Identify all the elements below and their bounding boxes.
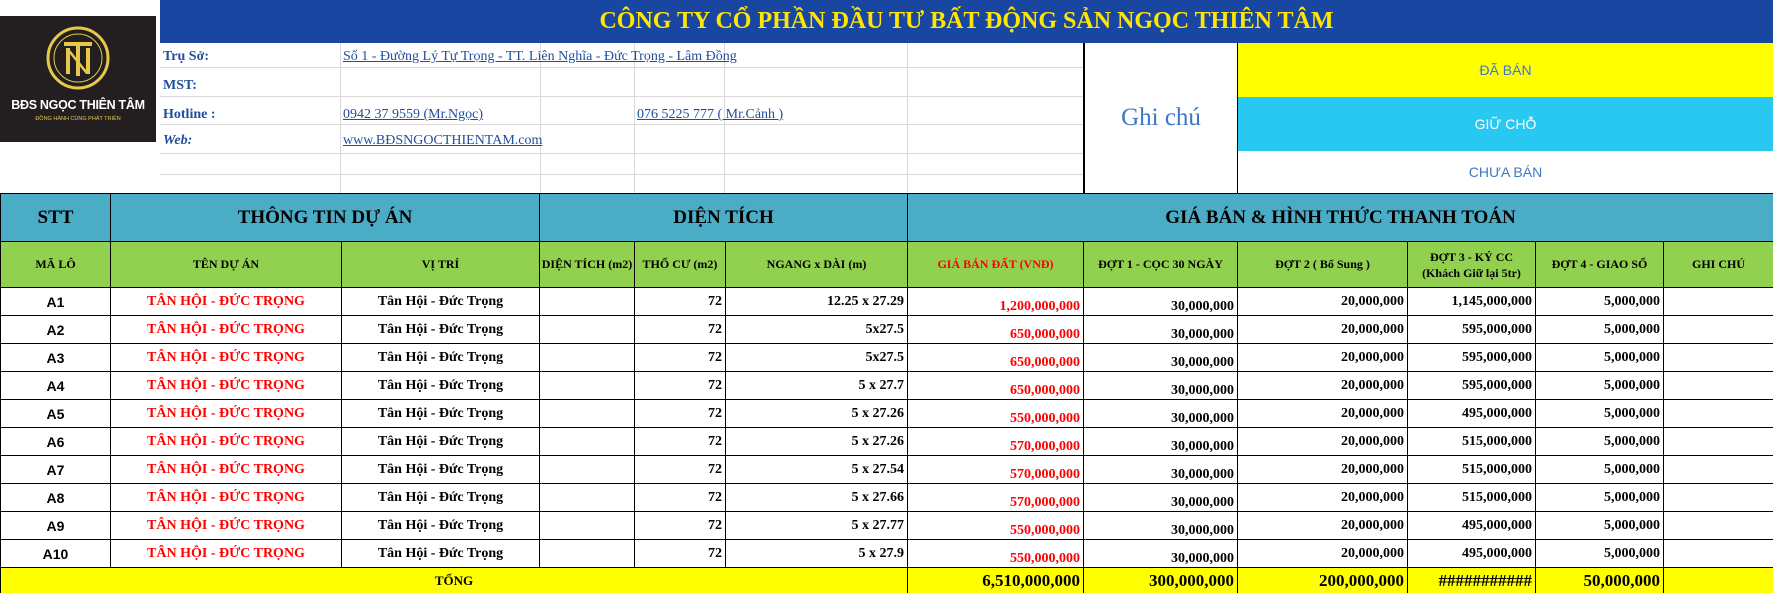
cell-dot-4: 5,000,000 <box>1536 288 1664 316</box>
cell-vi-tri: Tân Hội - Đức Trọng <box>342 456 540 484</box>
table-row <box>1 316 1773 344</box>
total-gia: 6,510,000,000 <box>908 568 1084 593</box>
cell-ten-du-an: TÂN HỘI - ĐỨC TRỌNG <box>111 428 342 456</box>
cell-dot-3: 515,000,000 <box>1408 456 1536 484</box>
cell-vi-tri: Tân Hội - Đức Trọng <box>342 372 540 400</box>
cell-ghi-chu <box>1664 540 1773 568</box>
cell-dot-2: 20,000,000 <box>1238 512 1408 540</box>
col-dot-3-line2: (Khách Giữ lại 5tr) <box>1422 265 1521 280</box>
total-ghi-chu <box>1664 568 1773 593</box>
cell-dien-tich <box>540 400 635 428</box>
cell-vi-tri: Tân Hội - Đức Trọng <box>342 288 540 316</box>
cell-dot-4: 5,000,000 <box>1536 372 1664 400</box>
total-row <box>1 568 1773 593</box>
grid-line <box>907 43 908 193</box>
cell-ghi-chu <box>1664 456 1773 484</box>
col-dot-4: ĐỢT 4 - GIAO SỔ <box>1536 242 1664 288</box>
cell-vi-tri: Tân Hội - Đức Trọng <box>342 484 540 512</box>
cell-dot-1: 30,000,000 <box>1084 316 1238 344</box>
cell-ngang-dai: 5 x 27.7 <box>726 372 908 400</box>
cell-ma-lo: A2 <box>1 316 111 344</box>
legend-sold: ĐÃ BÁN <box>1238 43 1773 97</box>
col-dien-tich: DIỆN TÍCH (m2) <box>540 242 635 288</box>
cell-vi-tri: Tân Hội - Đức Trọng <box>342 400 540 428</box>
col-vi-tri: VỊ TRÍ <box>342 242 540 288</box>
cell-ten-du-an: TÂN HỘI - ĐỨC TRỌNG <box>111 400 342 428</box>
cell-ghi-chu <box>1664 372 1773 400</box>
company-info <box>160 43 1083 193</box>
cell-ma-lo: A3 <box>1 344 111 372</box>
cell-ghi-chu <box>1664 400 1773 428</box>
cell-tho-cu: 72 <box>635 540 726 568</box>
cell-ngang-dai: 5 x 27.66 <box>726 484 908 512</box>
cell-dot-4: 5,000,000 <box>1536 400 1664 428</box>
company-title: CÔNG TY CỔ PHẦN ĐẦU TƯ BẤT ĐỘNG SẢN NGỌC THIÊN TÂM <box>599 8 1334 34</box>
grid-line <box>160 67 1083 68</box>
cell-gia-ban: 1,200,000,000 <box>908 288 1084 316</box>
cell-dot-4: 5,000,000 <box>1536 484 1664 512</box>
company-title-bar <box>160 0 1773 43</box>
cell-vi-tri: Tân Hội - Đức Trọng <box>342 344 540 372</box>
grid-line <box>634 43 635 193</box>
table-row <box>1 540 1773 568</box>
cell-ghi-chu <box>1664 428 1773 456</box>
cell-dien-tich <box>540 428 635 456</box>
table-row <box>1 484 1773 512</box>
cell-ten-du-an: TÂN HỘI - ĐỨC TRỌNG <box>111 484 342 512</box>
cell-tho-cu: 72 <box>635 288 726 316</box>
cell-gia-ban: 650,000,000 <box>908 372 1084 400</box>
col-ma-lo: MÃ LÔ <box>1 242 111 288</box>
cell-dot-1: 30,000,000 <box>1084 288 1238 316</box>
cell-gia-ban: 650,000,000 <box>908 344 1084 372</box>
cell-tho-cu: 72 <box>635 316 726 344</box>
cell-ngang-dai: 5x27.5 <box>726 316 908 344</box>
cell-ngang-dai: 5x27.5 <box>726 344 908 372</box>
cell-ma-lo: A6 <box>1 428 111 456</box>
cell-ghi-chu <box>1664 316 1773 344</box>
hotline-label: Hotline : <box>163 107 216 122</box>
cell-ma-lo: A5 <box>1 400 111 428</box>
cell-gia-ban: 550,000,000 <box>908 540 1084 568</box>
cell-ten-du-an: TÂN HỘI - ĐỨC TRỌNG <box>111 344 342 372</box>
grid-line <box>160 153 1083 154</box>
cell-vi-tri: Tân Hội - Đức Trọng <box>342 540 540 568</box>
cell-ten-du-an: TÂN HỘI - ĐỨC TRỌNG <box>111 456 342 484</box>
cell-tho-cu: 72 <box>635 400 726 428</box>
web-label: Web: <box>163 133 193 148</box>
col-dot-3 <box>1408 242 1536 288</box>
cell-tho-cu: 72 <box>635 512 726 540</box>
cell-dot-1: 30,000,000 <box>1084 540 1238 568</box>
cell-ma-lo: A8 <box>1 484 111 512</box>
cell-dot-3: 595,000,000 <box>1408 316 1536 344</box>
cell-dien-tich <box>540 316 635 344</box>
cell-dot-3: 495,000,000 <box>1408 512 1536 540</box>
cell-dot-1: 30,000,000 <box>1084 344 1238 372</box>
cell-dot-1: 30,000,000 <box>1084 400 1238 428</box>
cell-dot-2: 20,000,000 <box>1238 400 1408 428</box>
cell-ten-du-an: TÂN HỘI - ĐỨC TRỌNG <box>111 512 342 540</box>
cell-gia-ban: 570,000,000 <box>908 456 1084 484</box>
cell-dien-tich <box>540 484 635 512</box>
cell-dot-2: 20,000,000 <box>1238 316 1408 344</box>
cell-dot-2: 20,000,000 <box>1238 372 1408 400</box>
table-row <box>1 456 1773 484</box>
cell-ten-du-an: TÂN HỘI - ĐỨC TRỌNG <box>111 316 342 344</box>
cell-ma-lo: A9 <box>1 512 111 540</box>
total-dot3: ########### <box>1408 568 1536 593</box>
col-ten-du-an: TÊN DỰ ÁN <box>111 242 342 288</box>
cell-dot-1: 30,000,000 <box>1084 456 1238 484</box>
table-row <box>1 400 1773 428</box>
table-body <box>1 288 1773 568</box>
cell-vi-tri: Tân Hội - Đức Trọng <box>342 316 540 344</box>
cell-dot-4: 5,000,000 <box>1536 456 1664 484</box>
cell-dot-4: 5,000,000 <box>1536 344 1664 372</box>
cell-ten-du-an: TÂN HỘI - ĐỨC TRỌNG <box>111 372 342 400</box>
cell-ngang-dai: 12.25 x 27.29 <box>726 288 908 316</box>
cell-ngang-dai: 5 x 27.9 <box>726 540 908 568</box>
cell-dot-2: 20,000,000 <box>1238 344 1408 372</box>
hotline-1-link[interactable]: 0942 37 9559 (Mr.Ngọc) <box>343 107 483 122</box>
cell-dot-4: 5,000,000 <box>1536 512 1664 540</box>
cell-ten-du-an: TÂN HỘI - ĐỨC TRỌNG <box>111 288 342 316</box>
col-dot-3-line1: ĐỢT 3 - KÝ CC <box>1429 249 1514 264</box>
cell-ngang-dai: 5 x 27.26 <box>726 400 908 428</box>
grid-line <box>160 96 1083 97</box>
cell-gia-ban: 570,000,000 <box>908 428 1084 456</box>
cell-tho-cu: 72 <box>635 372 726 400</box>
cell-gia-ban: 550,000,000 <box>908 400 1084 428</box>
cell-dien-tich <box>540 456 635 484</box>
cell-dot-3: 515,000,000 <box>1408 484 1536 512</box>
address-link[interactable]: Số 1 - Đường Lý Tự Trọng - TT. Liên Nghĩa - Đức Trọng - Lâm Đồng <box>343 49 737 64</box>
cell-tho-cu: 72 <box>635 484 726 512</box>
col-tho-cu: THỔ CƯ (m2) <box>635 242 726 288</box>
cell-tho-cu: 72 <box>635 344 726 372</box>
cell-dot-1: 30,000,000 <box>1084 372 1238 400</box>
cell-dot-2: 20,000,000 <box>1238 288 1408 316</box>
grid-line <box>340 43 341 193</box>
company-logo <box>0 16 156 142</box>
cell-dien-tich <box>540 372 635 400</box>
cell-gia-ban: 550,000,000 <box>908 512 1084 540</box>
total-label: TỔNG <box>1 568 908 593</box>
mst-label: MST: <box>163 78 197 93</box>
cell-ma-lo: A1 <box>1 288 111 316</box>
table-row <box>1 428 1773 456</box>
website-link[interactable]: www.BĐSNGOCTHIENTAM.com <box>343 133 543 148</box>
grid-line <box>160 174 1083 175</box>
legend-title: Ghi chú <box>1083 43 1238 193</box>
total-dot1: 300,000,000 <box>1084 568 1238 593</box>
cell-dien-tich <box>540 288 635 316</box>
table-row <box>1 288 1773 316</box>
cell-ma-lo: A7 <box>1 456 111 484</box>
cell-dot-4: 5,000,000 <box>1536 428 1664 456</box>
cell-ten-du-an: TÂN HỘI - ĐỨC TRỌNG <box>111 540 342 568</box>
cell-dot-1: 30,000,000 <box>1084 428 1238 456</box>
cell-ngang-dai: 5 x 27.77 <box>726 512 908 540</box>
cell-dot-2: 20,000,000 <box>1238 484 1408 512</box>
cell-dien-tich <box>540 344 635 372</box>
cell-ghi-chu <box>1664 288 1773 316</box>
tru-so-label: Trụ Sở: <box>163 49 209 64</box>
cell-ghi-chu <box>1664 344 1773 372</box>
cell-vi-tri: Tân Hội - Đức Trọng <box>342 512 540 540</box>
cell-dot-3: 1,145,000,000 <box>1408 288 1536 316</box>
col-dot-1: ĐỢT 1 - CỌC 30 NGÀY <box>1084 242 1238 288</box>
col-ghi-chu: GHI CHÚ <box>1664 242 1773 288</box>
logo-emblem-icon <box>42 22 114 98</box>
cell-dot-4: 5,000,000 <box>1536 316 1664 344</box>
cell-tho-cu: 72 <box>635 428 726 456</box>
cell-dot-2: 20,000,000 <box>1238 540 1408 568</box>
cell-dot-3: 595,000,000 <box>1408 372 1536 400</box>
table-row <box>1 512 1773 540</box>
cell-dot-3: 595,000,000 <box>1408 344 1536 372</box>
lot-price-table <box>0 193 1773 593</box>
col-dot-2: ĐỢT 2 ( Bổ Sung ) <box>1238 242 1408 288</box>
cell-gia-ban: 650,000,000 <box>908 316 1084 344</box>
cell-tho-cu: 72 <box>635 456 726 484</box>
cell-dien-tich <box>540 540 635 568</box>
legend-available: CHƯA BÁN <box>1238 151 1773 193</box>
cell-vi-tri: Tân Hội - Đức Trọng <box>342 428 540 456</box>
total-dot2: 200,000,000 <box>1238 568 1408 593</box>
grid-line <box>160 124 1083 125</box>
cell-dot-4: 5,000,000 <box>1536 540 1664 568</box>
grid-line <box>540 43 541 193</box>
cell-dot-3: 495,000,000 <box>1408 400 1536 428</box>
cell-ghi-chu <box>1664 512 1773 540</box>
cell-dot-1: 30,000,000 <box>1084 484 1238 512</box>
cell-ma-lo: A4 <box>1 372 111 400</box>
cell-dot-3: 515,000,000 <box>1408 428 1536 456</box>
cell-ma-lo: A10 <box>1 540 111 568</box>
legend-hold: GIỮ CHỖ <box>1238 97 1773 151</box>
header-price-payment: GIÁ BÁN & HÌNH THỨC THANH TOÁN <box>908 194 1773 242</box>
total-dot4: 50,000,000 <box>1536 568 1664 593</box>
group-header-row <box>1 194 1773 242</box>
header-area: DIỆN TÍCH <box>540 194 908 242</box>
cell-dien-tich <box>540 512 635 540</box>
hotline-2-link[interactable]: 076 5225 777 ( Mr.Cảnh ) <box>637 107 784 122</box>
cell-ngang-dai: 5 x 27.26 <box>726 428 908 456</box>
cell-dot-2: 20,000,000 <box>1238 456 1408 484</box>
table-row <box>1 372 1773 400</box>
cell-dot-2: 20,000,000 <box>1238 428 1408 456</box>
cell-gia-ban: 570,000,000 <box>908 484 1084 512</box>
logo-text: BĐS NGỌC THIÊN TÂM <box>11 98 145 112</box>
logo-tagline: ĐỒNG HÀNH CÙNG PHÁT TRIỂN <box>35 116 121 122</box>
col-gia-ban: GIÁ BÁN ĐẤT (VNĐ) <box>908 242 1084 288</box>
cell-ghi-chu <box>1664 484 1773 512</box>
header-project-info: THÔNG TIN DỰ ÁN <box>111 194 540 242</box>
column-header-row <box>1 242 1773 288</box>
cell-dot-1: 30,000,000 <box>1084 512 1238 540</box>
header-stt: STT <box>1 194 111 242</box>
col-ngang-dai: NGANG x DÀI (m) <box>726 242 908 288</box>
cell-ngang-dai: 5 x 27.54 <box>726 456 908 484</box>
cell-dot-3: 495,000,000 <box>1408 540 1536 568</box>
table-row <box>1 344 1773 372</box>
